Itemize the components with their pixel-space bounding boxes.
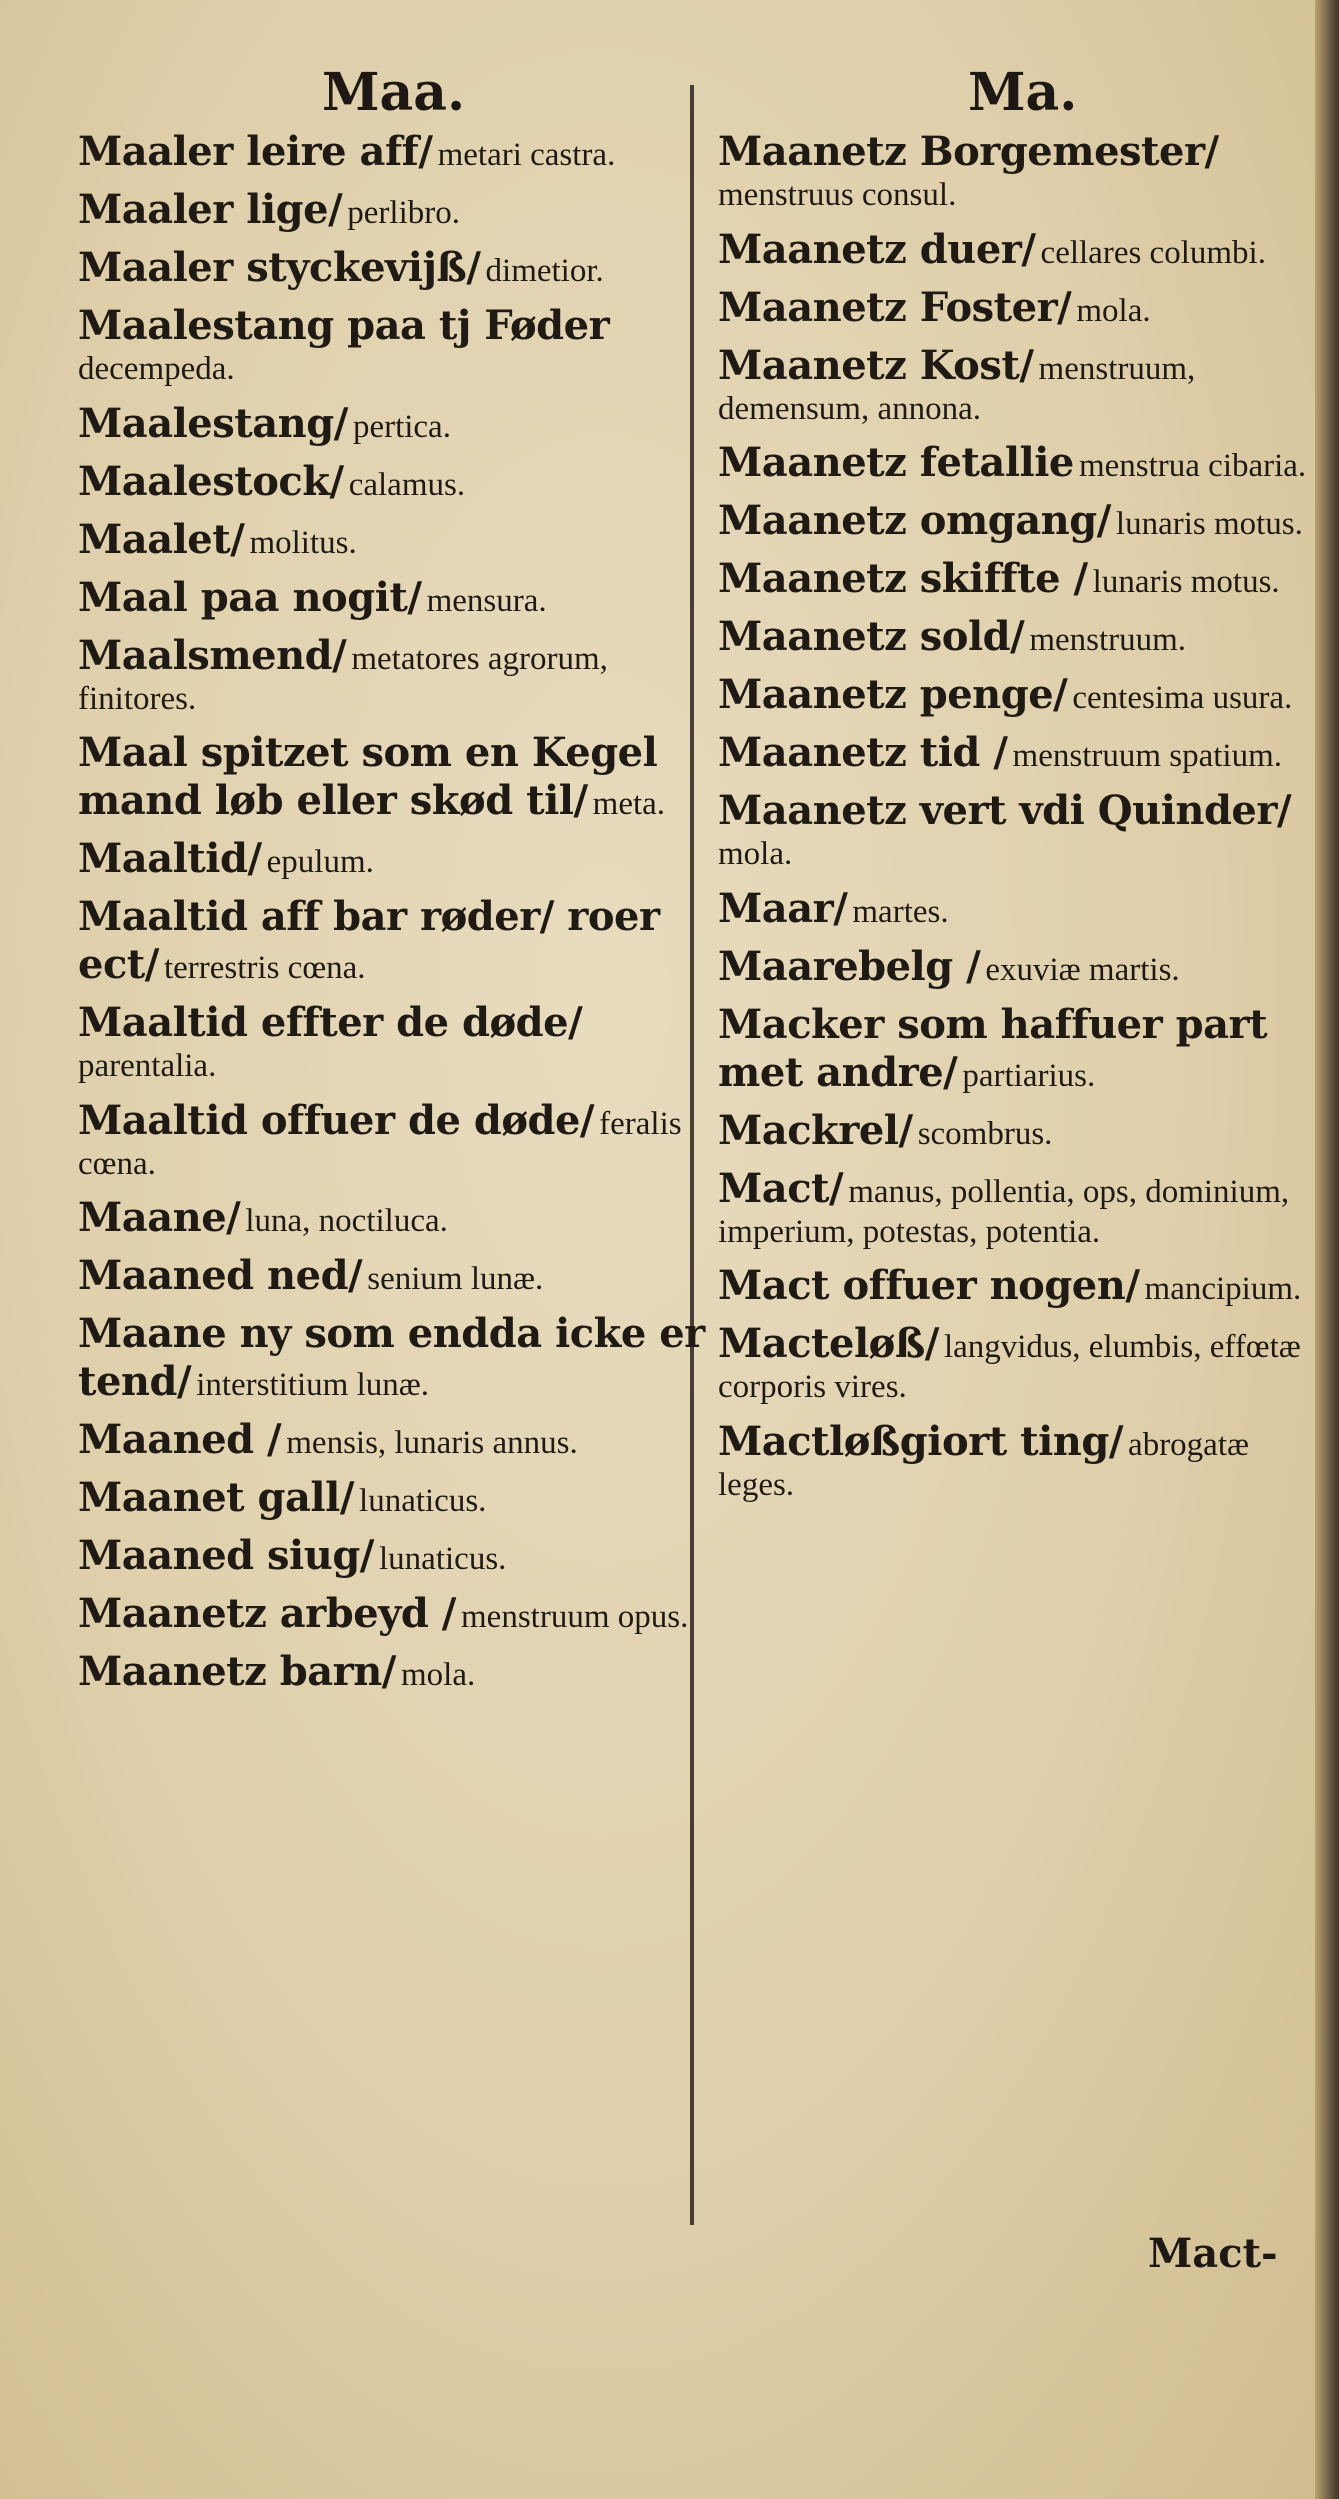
entry-headword: Maanetz vert vdi Quinder/ bbox=[718, 787, 1292, 835]
entry-gloss: martes. bbox=[852, 893, 949, 930]
dictionary-entry bbox=[718, 787, 1318, 875]
entry-headword: Maanetz tid / bbox=[718, 729, 1008, 777]
book-spine-shadow bbox=[1315, 0, 1339, 2499]
entry-gloss: metatores agrorum, finitores. bbox=[78, 640, 608, 717]
dictionary-entry bbox=[78, 400, 708, 448]
entry-gloss: senium lunæ. bbox=[367, 1261, 544, 1298]
dictionary-entry bbox=[718, 555, 1318, 603]
entry-headword: Maalestock/ bbox=[78, 457, 344, 505]
dictionary-entry bbox=[78, 244, 708, 292]
entry-headword: Maanetz Kost/ bbox=[718, 341, 1034, 389]
entry-gloss: epulum. bbox=[266, 844, 374, 881]
entry-gloss: menstruum. bbox=[1029, 622, 1187, 659]
dictionary-entry bbox=[718, 943, 1318, 991]
right-column bbox=[718, 128, 1318, 1516]
entry-headword: Maaltid effter de døde/ bbox=[78, 999, 583, 1047]
entry-headword: Maanetz skiffte / bbox=[718, 555, 1088, 603]
dictionary-entry bbox=[78, 1532, 708, 1580]
entry-gloss: lunaticus. bbox=[359, 1483, 487, 1520]
entry-headword: Mactløßgiort ting/ bbox=[718, 1417, 1123, 1465]
entry-headword: Macker som haffuer part met andre/ bbox=[718, 1000, 1268, 1096]
entry-gloss: lunaris motus. bbox=[1092, 564, 1280, 601]
dictionary-entry bbox=[718, 439, 1318, 487]
dictionary-entry bbox=[718, 342, 1318, 430]
entry-gloss: menstruum spatium. bbox=[1012, 738, 1283, 775]
entry-gloss: parentalia. bbox=[78, 1048, 217, 1085]
entry-gloss: luna, noctiluca. bbox=[245, 1203, 448, 1240]
dictionary-entry bbox=[78, 574, 708, 622]
dictionary-entry bbox=[718, 1165, 1318, 1253]
entry-headword: Maaned ned/ bbox=[78, 1252, 363, 1300]
entry-headword: Maane ny som endda icke er tend/ bbox=[78, 1310, 705, 1406]
entry-gloss: terrestris cœna. bbox=[163, 950, 366, 987]
entry-headword: Maaltid offuer de døde/ bbox=[78, 1096, 595, 1144]
dictionary-entry bbox=[78, 1474, 708, 1522]
entry-headword: Maanetz duer/ bbox=[718, 225, 1036, 273]
dictionary-entry bbox=[78, 1590, 708, 1638]
entry-headword: Maanetz Foster/ bbox=[718, 283, 1072, 331]
entry-gloss: lunaticus. bbox=[379, 1541, 507, 1578]
entry-gloss: abrogatæ leges. bbox=[718, 1426, 1250, 1503]
dictionary-entry bbox=[78, 302, 708, 390]
dictionary-entry bbox=[78, 458, 708, 506]
entry-gloss: dimetior. bbox=[485, 253, 604, 289]
running-head-left: Maa. bbox=[322, 62, 466, 123]
dictionary-entry bbox=[78, 1194, 708, 1242]
entry-gloss: meta. bbox=[592, 786, 666, 823]
entry-gloss: langvidus, elumbis, effœtæ corporis vires. bbox=[718, 1329, 1301, 1406]
entry-gloss: feralis cœna. bbox=[78, 1105, 682, 1182]
entry-headword: Maanetz omgang/ bbox=[718, 497, 1111, 545]
dictionary-entry bbox=[718, 1262, 1318, 1310]
entry-gloss: menstruum, demensum, annona. bbox=[718, 350, 1196, 427]
entry-gloss: pertica. bbox=[352, 408, 451, 445]
dictionary-entry bbox=[718, 1107, 1318, 1155]
entry-gloss: cellares columbi. bbox=[1040, 234, 1266, 271]
catchword: Mact- bbox=[1148, 2230, 1278, 2277]
dictionary-entry bbox=[718, 497, 1318, 545]
entry-headword: Maalestang/ bbox=[78, 399, 348, 447]
entry-headword: Maanetz Borgemester/ bbox=[718, 128, 1219, 175]
dictionary-entry bbox=[718, 613, 1318, 661]
entry-headword: Maaler styckevijß/ bbox=[78, 244, 481, 291]
entry-headword: Maanetz penge/ bbox=[718, 671, 1068, 719]
entry-gloss: scombrus. bbox=[917, 1115, 1053, 1152]
entry-gloss: menstruum opus. bbox=[461, 1599, 689, 1636]
entry-headword: Maaned / bbox=[78, 1416, 282, 1464]
entry-headword: Maarebelg / bbox=[718, 942, 981, 990]
entry-headword: Mact offuer nogen/ bbox=[718, 1262, 1140, 1310]
entry-headword: Maalsmend/ bbox=[78, 631, 347, 679]
dictionary-entry bbox=[78, 1252, 708, 1300]
dictionary-entry bbox=[78, 893, 708, 989]
running-head-right: Ma. bbox=[968, 62, 1078, 123]
entry-gloss: mensis, lunaris annus. bbox=[286, 1425, 578, 1462]
entry-gloss: exuviæ martis. bbox=[985, 951, 1180, 988]
entry-headword: Maaltid/ bbox=[78, 835, 262, 883]
entry-headword: Maalestang paa tj Føder bbox=[78, 302, 610, 349]
entry-gloss: partiarius. bbox=[962, 1057, 1096, 1094]
dictionary-entry bbox=[78, 516, 708, 564]
entry-headword: Maar/ bbox=[718, 884, 848, 932]
dictionary-entry bbox=[718, 885, 1318, 933]
dictionary-entry bbox=[718, 226, 1318, 274]
entry-headword: Maanetz arbeyd / bbox=[78, 1590, 456, 1638]
entry-gloss: lunaris motus. bbox=[1115, 506, 1303, 543]
dictionary-entry bbox=[718, 1418, 1318, 1506]
dictionary-entry bbox=[78, 1310, 708, 1406]
dictionary-entry bbox=[78, 835, 708, 883]
entry-gloss: interstitium lunæ. bbox=[196, 1367, 430, 1404]
entry-headword: Maalet/ bbox=[78, 515, 245, 563]
entry-headword: Mackrel/ bbox=[718, 1106, 913, 1154]
entry-headword: Macteløß/ bbox=[718, 1320, 939, 1368]
dictionary-entry bbox=[718, 1320, 1318, 1408]
left-column bbox=[78, 128, 708, 1706]
entry-headword: Maal spitzet som en Kegel mand løb eller skød til/ bbox=[78, 729, 658, 825]
dictionary-entry bbox=[78, 128, 708, 176]
entry-headword: Maaned siug/ bbox=[78, 1532, 374, 1580]
dictionary-entry bbox=[718, 284, 1318, 332]
entry-headword: Maaltid aff bar røder/ roer ect/ bbox=[78, 893, 660, 989]
entry-headword: Maal paa nogit/ bbox=[78, 573, 422, 621]
dictionary-entry bbox=[78, 999, 708, 1087]
entry-gloss: metari castra. bbox=[437, 137, 616, 173]
entry-headword: Maanetz sold/ bbox=[718, 613, 1025, 661]
dictionary-entry bbox=[718, 128, 1318, 216]
entry-headword: Maanet gall/ bbox=[78, 1474, 354, 1522]
entry-gloss: mola. bbox=[718, 836, 793, 873]
entry-headword: Maanetz barn/ bbox=[78, 1648, 396, 1696]
entry-gloss: mensura. bbox=[426, 582, 547, 619]
entry-gloss: menstrua cibaria. bbox=[1078, 448, 1307, 485]
entry-gloss: molitus. bbox=[249, 524, 357, 561]
entry-headword: Maaler lige/ bbox=[78, 186, 343, 233]
entry-gloss: menstruus consul. bbox=[718, 177, 957, 213]
entry-headword: Mact/ bbox=[718, 1164, 844, 1212]
dictionary-entry bbox=[78, 1648, 708, 1696]
dictionary-entry bbox=[78, 186, 708, 234]
entry-headword: Maanetz fetallie bbox=[718, 439, 1074, 487]
dictionary-entry bbox=[78, 632, 708, 720]
dictionary-entry bbox=[718, 671, 1318, 719]
dictionary-entry bbox=[718, 1001, 1318, 1097]
entry-headword: Maane/ bbox=[78, 1194, 241, 1242]
dictionary-entry bbox=[78, 729, 708, 825]
entry-gloss: calamus. bbox=[348, 466, 466, 503]
entry-gloss: manus, pollentia, ops, dominium, imperium, potestas, potentia. bbox=[718, 1173, 1290, 1250]
entry-gloss: mola. bbox=[1076, 292, 1151, 329]
entry-gloss: perlibro. bbox=[347, 195, 460, 231]
dictionary-entry bbox=[718, 729, 1318, 777]
entry-gloss: mola. bbox=[401, 1657, 476, 1694]
entry-gloss: mancipium. bbox=[1144, 1271, 1302, 1308]
dictionary-entry bbox=[78, 1416, 708, 1464]
entry-gloss: centesima usura. bbox=[1072, 680, 1293, 717]
entry-gloss: decempeda. bbox=[78, 351, 235, 387]
entry-headword: Maaler leire aff/ bbox=[78, 128, 433, 175]
dictionary-entry bbox=[78, 1097, 708, 1185]
